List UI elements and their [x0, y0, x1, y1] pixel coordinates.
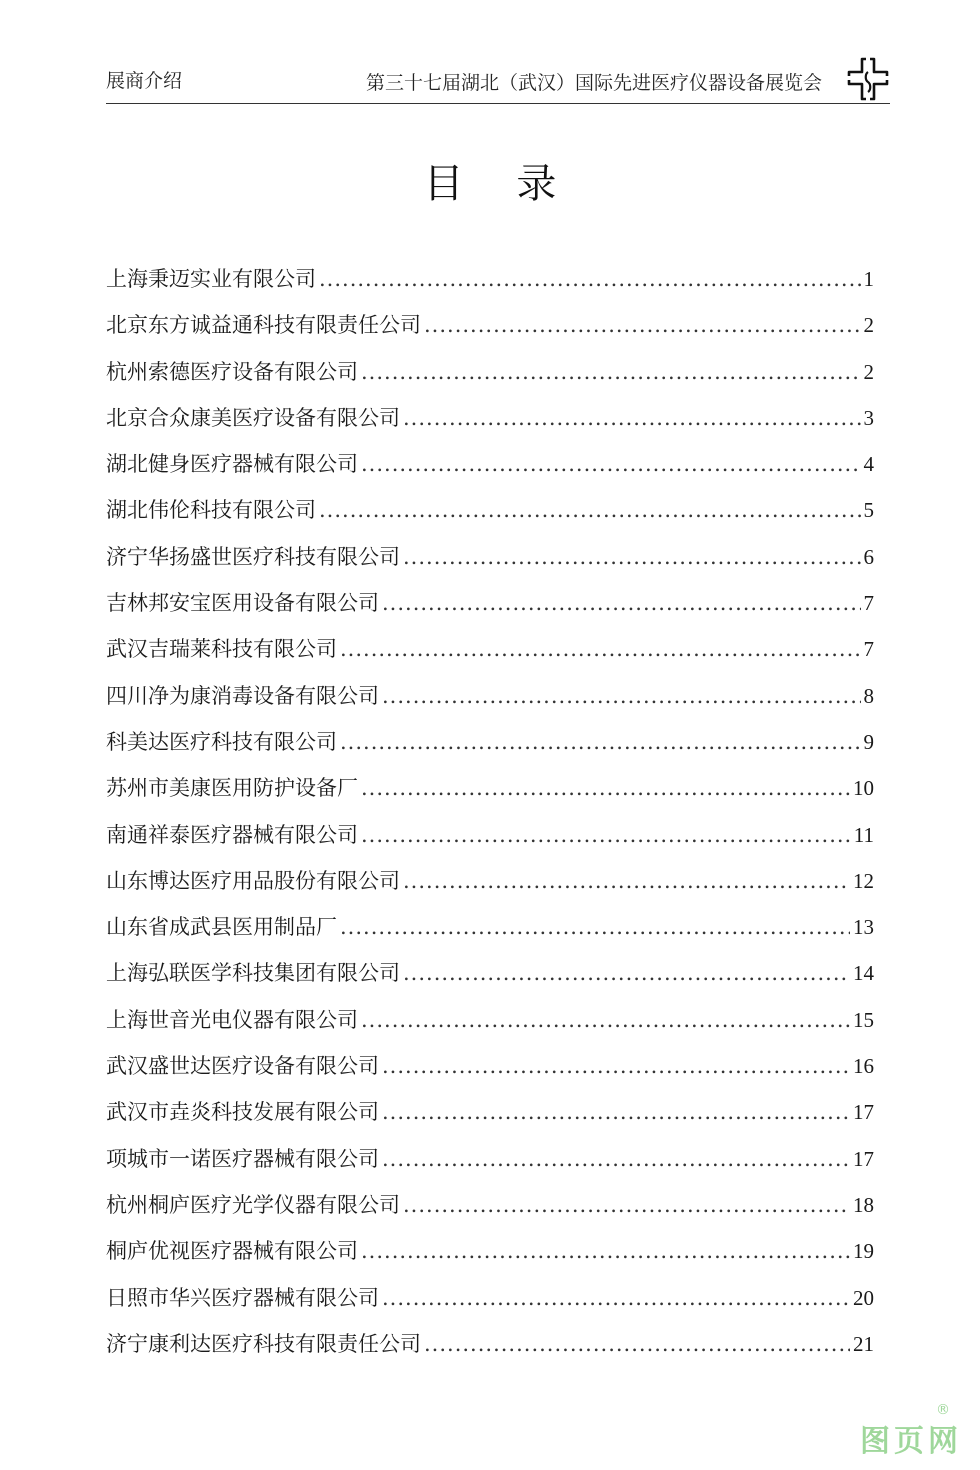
toc-entry-name: 四川净为康消毒设备有限公司 [106, 683, 379, 708]
toc-entry[interactable] [106, 302, 874, 348]
toc-leader-dots [319, 256, 861, 302]
toc-entry-name: 湖北健身医疗器械有限公司 [106, 452, 358, 477]
toc-leader-dots [319, 487, 861, 533]
toc-entry-name: 苏州市美康医用防护设备厂 [106, 776, 358, 801]
toc-entry[interactable] [106, 812, 874, 858]
toc-leader-dots [382, 1136, 850, 1182]
toc-leader-dots [382, 1275, 850, 1321]
toc-entry[interactable] [106, 626, 874, 672]
toc-entry[interactable] [106, 534, 874, 580]
toc-entry[interactable] [106, 673, 874, 719]
toc-leader-dots [361, 997, 850, 1043]
toc-page-number: 12 [853, 868, 874, 893]
page-title: 目 录 [423, 161, 577, 207]
toc-leader-dots [361, 349, 861, 395]
toc-page-number: 20 [853, 1285, 874, 1310]
toc-entry[interactable] [106, 1089, 874, 1135]
toc-leader-dots [382, 1043, 850, 1089]
header-section-label: 展商介绍 [106, 70, 183, 92]
watermark-text: 图页网 [860, 1424, 962, 1459]
toc-page-number: 17 [853, 1146, 874, 1171]
toc-page-number: 8 [863, 683, 874, 708]
toc-entry[interactable] [106, 395, 874, 441]
toc-page-number: 13 [853, 915, 874, 940]
toc-entry[interactable] [106, 1136, 874, 1182]
toc-leader-dots [340, 904, 850, 950]
toc-leader-dots [424, 1321, 850, 1367]
toc-leader-dots [361, 812, 851, 858]
toc-page-number: 19 [853, 1239, 874, 1264]
header-divider [106, 103, 890, 104]
toc-leader-dots [382, 580, 861, 626]
toc-page-number: 10 [853, 776, 874, 801]
toc-leader-dots [361, 1228, 850, 1274]
registered-mark: ® [936, 1402, 954, 1418]
toc-entry[interactable] [106, 487, 874, 533]
toc-entry-name: 上海世音光电仪器有限公司 [106, 1007, 358, 1032]
toc-entry[interactable] [106, 858, 874, 904]
toc-leader-dots [424, 302, 861, 348]
toc-entry-name: 杭州桐庐医疗光学仪器有限公司 [106, 1192, 400, 1217]
toc-entry-name: 济宁康利达医疗科技有限责任公司 [106, 1331, 421, 1356]
toc-leader-dots [403, 950, 850, 996]
toc-entry[interactable] [106, 1321, 874, 1367]
toc-entry[interactable] [106, 765, 874, 811]
toc-entry-name: 武汉吉瑞莱科技有限公司 [106, 637, 337, 662]
toc-entry-name: 济宁华扬盛世医疗科技有限公司 [106, 544, 400, 569]
toc-page-number: 1 [863, 267, 874, 291]
toc-entry-name: 吉林邦安宝医用设备有限公司 [106, 591, 379, 616]
toc-entry-name: 杭州索德医疗设备有限公司 [106, 359, 358, 384]
toc-page-number: 15 [853, 1007, 874, 1032]
toc-entry[interactable] [106, 997, 874, 1043]
toc-leader-dots [403, 395, 861, 441]
toc-leader-dots [382, 673, 861, 719]
toc-entry-name: 武汉市垚炎科技发展有限公司 [106, 1100, 379, 1125]
toc-leader-dots [382, 1089, 850, 1135]
toc-leader-dots [361, 441, 861, 487]
toc-leader-dots [361, 765, 850, 811]
toc-page-number: 16 [853, 1054, 874, 1079]
toc-leader-dots [403, 1182, 850, 1228]
toc-entry-name: 科美达医疗科技有限公司 [106, 729, 337, 754]
toc-page-number: 2 [863, 313, 874, 338]
toc-entry[interactable] [106, 256, 874, 302]
toc-entry-name: 桐庐优视医疗器械有限公司 [106, 1239, 358, 1264]
toc-leader-dots [340, 719, 861, 765]
toc-entry[interactable] [106, 349, 874, 395]
toc-entry-name: 项城市一诺医疗器械有限公司 [106, 1146, 379, 1171]
toc-entry-name: 北京合众康美医疗设备有限公司 [106, 405, 400, 430]
toc-entry-name: 南通祥泰医疗器械有限公司 [106, 822, 358, 847]
toc-entry-name: 武汉盛世达医疗设备有限公司 [106, 1054, 379, 1079]
toc-entry[interactable] [106, 1228, 874, 1274]
toc-entry[interactable] [106, 1043, 874, 1089]
toc-entry[interactable] [106, 1182, 874, 1228]
toc-page-number: 17 [853, 1100, 874, 1125]
toc-entry[interactable] [106, 580, 874, 626]
toc-leader-dots [340, 626, 861, 672]
toc-entry[interactable] [106, 904, 874, 950]
toc-entry[interactable] [106, 1275, 874, 1321]
toc-page-number: 3 [863, 405, 874, 430]
toc-page-number: 7 [863, 637, 874, 662]
toc-page-number: 7 [863, 591, 874, 616]
medical-cross-logo-icon [846, 56, 890, 102]
watermark-logo [860, 1402, 962, 1460]
toc-entry[interactable] [106, 441, 874, 487]
toc-page-number: 5 [863, 498, 874, 523]
toc-page-number: 11 [853, 822, 874, 847]
toc-entry-name: 山东博达医疗用品股份有限公司 [106, 868, 400, 893]
toc-entry-name: 日照市华兴医疗器械有限公司 [106, 1285, 379, 1310]
toc-page-number: 4 [863, 452, 874, 477]
toc-page-number: 18 [853, 1192, 874, 1217]
toc-page-number: 6 [863, 544, 874, 569]
toc-entry[interactable] [106, 950, 874, 996]
toc-entry-name: 湖北伟伦科技有限公司 [106, 498, 316, 523]
toc-entry-name: 上海弘联医学科技集团有限公司 [106, 961, 400, 986]
toc-page-number: 9 [863, 729, 874, 754]
toc-page-number: 14 [853, 961, 874, 986]
table-of-contents [106, 256, 874, 1367]
toc-entry[interactable] [106, 719, 874, 765]
toc-entry-name: 北京东方诚益通科技有限责任公司 [106, 313, 421, 338]
toc-page-number: 21 [853, 1331, 874, 1356]
toc-page-number: 2 [863, 359, 874, 384]
toc-leader-dots [403, 858, 850, 904]
toc-leader-dots [403, 534, 861, 580]
toc-entry-name: 山东省成武县医用制品厂 [106, 915, 337, 940]
header-exhibition-title: 第三十七届湖北（武汉）国际先进医疗仪器设备展览会 [365, 72, 822, 94]
toc-entry-name: 上海秉迈实业有限公司 [106, 267, 316, 291]
